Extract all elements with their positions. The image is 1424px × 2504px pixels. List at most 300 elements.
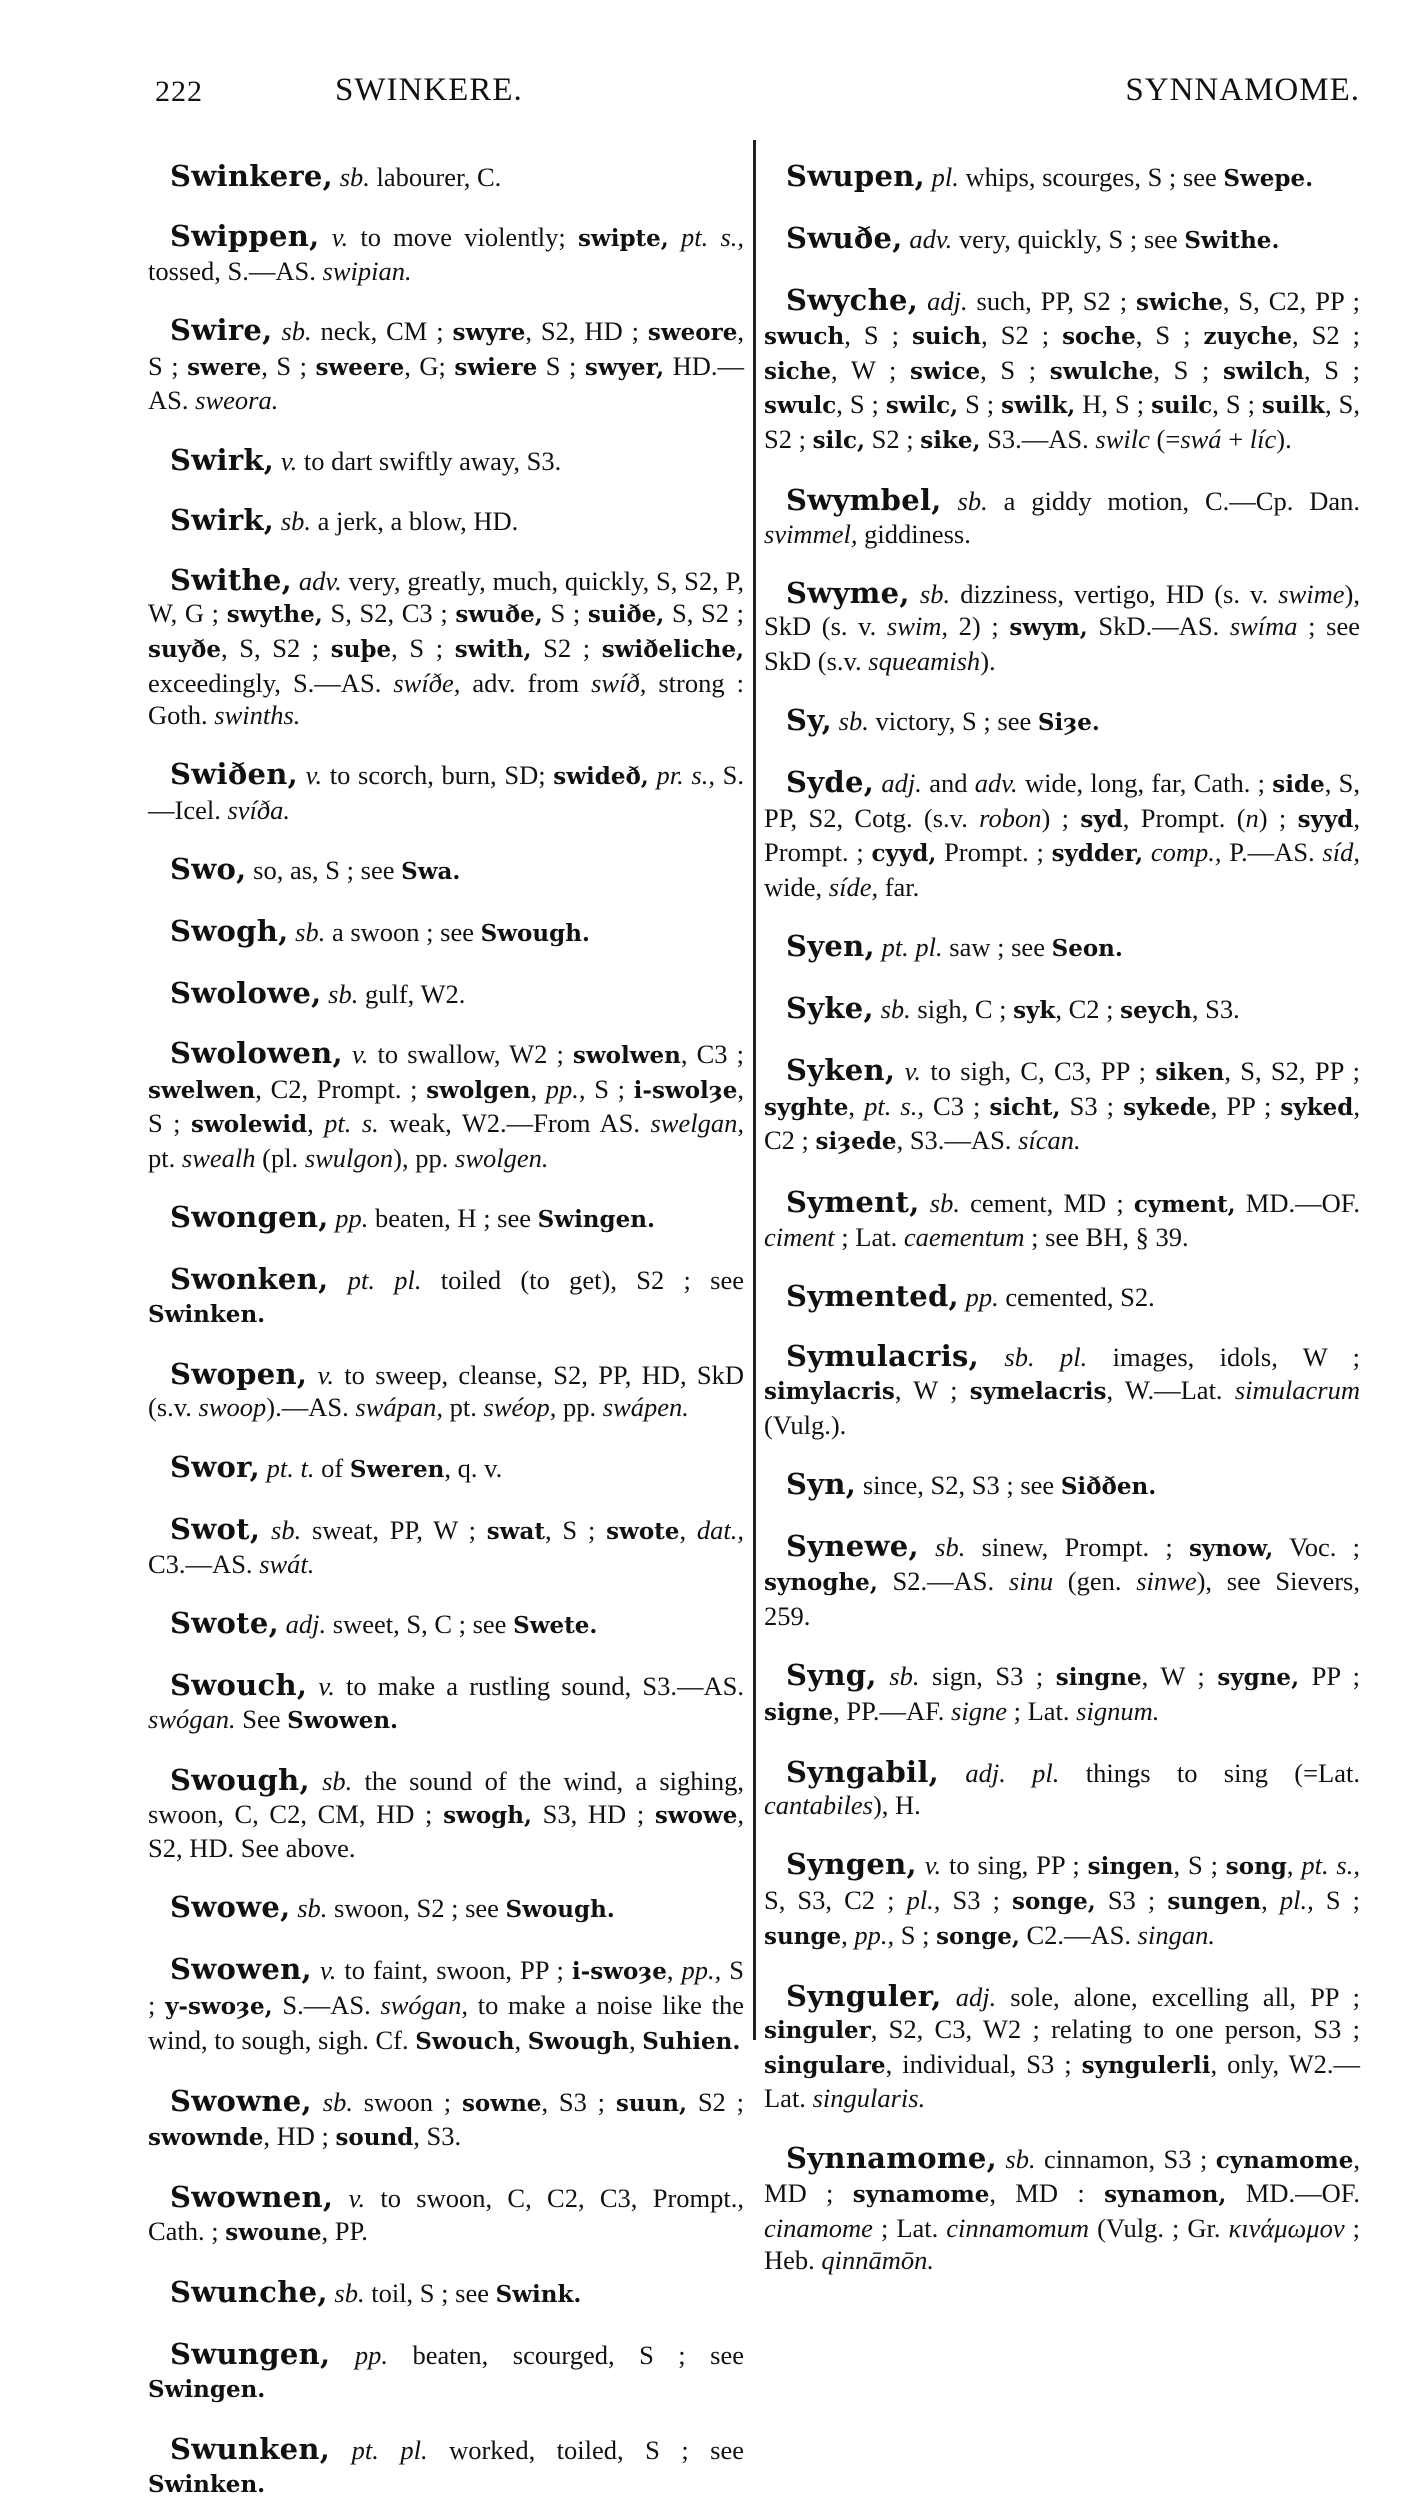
italic-text: signum. <box>1076 1695 1160 1726</box>
dictionary-entry <box>148 1037 744 1174</box>
headword: Syke, <box>786 991 874 1026</box>
definition-text: sweat, PP, W ; <box>301 1514 487 1545</box>
italic-text: pp. <box>958 1282 999 1313</box>
variant-form: side <box>1272 771 1325 799</box>
definition-text: , S ; <box>148 316 744 381</box>
variant-form: swipte, <box>577 224 669 252</box>
definition-text: , HD ; <box>263 2121 336 2152</box>
definition-text: giddiness. <box>857 518 971 549</box>
dictionary-entry <box>764 992 1360 1028</box>
variant-form: syk <box>1013 997 1056 1025</box>
variant-form: soche <box>1062 323 1136 351</box>
dictionary-entry <box>764 1848 1360 1953</box>
italic-text: sb. <box>309 1766 353 1797</box>
italic-text: swinths. <box>214 700 301 731</box>
italic-text: pl., <box>1279 1884 1314 1915</box>
definition-text: , C2, Prompt. ; <box>255 1073 427 1104</box>
headword: Swough, <box>170 1763 310 1798</box>
definition-text: , MD ; <box>764 2143 1360 2209</box>
italic-text: swelgan, <box>650 1108 744 1139</box>
dictionary-entry <box>148 444 744 478</box>
headword: Swowe, <box>170 1890 291 1925</box>
variant-form: singen <box>1087 1853 1174 1881</box>
italic-text: robon <box>979 802 1042 833</box>
variant-form: y-swoȝe, <box>165 1993 273 2021</box>
dictionary-entry <box>148 2433 744 2501</box>
definition-text: ; Lat. <box>834 1222 904 1253</box>
page-number: 222 <box>155 75 203 108</box>
definition-text: SkD.—AS. <box>1087 611 1230 642</box>
variant-form: singne <box>1055 1664 1142 1691</box>
headword: Swote, <box>170 1606 279 1641</box>
definition-text: beaten, scourged, S ; see <box>388 2340 744 2371</box>
headword: Swithe, <box>170 562 293 597</box>
dictionary-entry <box>148 853 744 889</box>
italic-text: adj. <box>279 1609 327 1640</box>
definition-text: dizziness, vertigo, HD (s. v. <box>950 578 1279 609</box>
headword: Syn, <box>786 1466 857 1501</box>
italic-text: sb. <box>876 1661 920 1691</box>
definition-text: ). <box>980 646 996 677</box>
definition-text: S2 ; <box>865 424 921 455</box>
definition-text: the sound of the wind, a sighing, swoon, C, C2, CM, HD ; <box>148 1766 744 1829</box>
variant-form: siken <box>1155 1059 1225 1087</box>
italic-text: swoop <box>198 1392 267 1423</box>
left-column <box>148 133 744 2504</box>
dictionary-entry <box>148 1513 744 1581</box>
headword: Syngen, <box>786 1847 917 1882</box>
definition-text: PP ; <box>1299 1661 1361 1691</box>
definition-text: of <box>314 1452 350 1483</box>
dictionary-entry <box>148 1953 744 2058</box>
variant-form: synamome <box>852 2181 990 2209</box>
italic-text: swát. <box>259 1549 315 1580</box>
headword: Swo, <box>170 851 247 886</box>
italic-text: singan. <box>1137 1919 1215 1950</box>
variant-form: swolwen <box>572 1042 681 1070</box>
definition-text: C2.—AS. <box>1019 1919 1138 1950</box>
variant-form: swyre <box>452 319 526 347</box>
dictionary-entry <box>148 314 744 417</box>
dictionary-entry <box>148 758 744 826</box>
definition-text: sigh, C ; <box>910 994 1014 1025</box>
dictionary-entry <box>764 222 1360 258</box>
definition-text: + <box>1221 424 1250 455</box>
variant-form: zuyche <box>1203 323 1293 351</box>
headword: Symulacris, <box>786 1339 980 1374</box>
variant-form: swulche <box>1049 357 1154 385</box>
variant-form: i-swolȝe <box>633 1076 738 1104</box>
dictionary-entry <box>148 2181 744 2249</box>
variant-form: i-swoȝe <box>571 1958 667 1986</box>
definition-text: Prompt. ; <box>936 837 1052 868</box>
headword: Swunken, <box>170 2431 331 2466</box>
italic-text: swíma <box>1229 611 1298 642</box>
variant-form: Swouch <box>415 2027 515 2055</box>
italic-text: sb. <box>288 917 326 947</box>
dictionary-entry <box>764 1468 1360 1504</box>
right-column <box>764 133 1360 2280</box>
variant-form: suyðe <box>148 635 222 663</box>
definition-text: , <box>666 1955 682 1986</box>
italic-text: pt. s., <box>1301 1850 1360 1881</box>
dictionary-entry <box>764 930 1360 966</box>
definition-text: neck, CM ; <box>311 316 453 347</box>
headword: Swownen, <box>170 2180 334 2215</box>
definition-text: , S ; <box>844 320 912 351</box>
italic-text: swíðe, <box>393 667 461 698</box>
italic-text: pl., <box>906 1884 941 1915</box>
italic-text: v. <box>311 1955 337 1986</box>
variant-form: syyd <box>1297 805 1354 833</box>
variant-form: singuler <box>764 2017 871 2045</box>
definition-text: adv. from <box>460 667 592 698</box>
variant-form: siche <box>764 357 832 385</box>
variant-form: suilk <box>1261 392 1325 420</box>
definition-text: weak, W2.—From AS. <box>378 1108 651 1139</box>
variant-form: swoune <box>225 2219 322 2247</box>
definition-text: very, greatly, much, quickly, S, S2, P, W, G ; <box>148 565 744 629</box>
definition-text: ), SkD (s. v. <box>764 578 1360 642</box>
variant-form: Swingen. <box>148 2375 266 2403</box>
definition-text: See <box>235 1704 288 1734</box>
definition-text: pt. <box>148 1142 182 1173</box>
italic-text: svíða. <box>227 794 291 825</box>
italic-text: pt. pl. <box>874 932 943 963</box>
italic-text: sb. <box>333 161 370 192</box>
definition-text: beaten, H ; see <box>368 1203 538 1234</box>
dictionary-entry <box>764 1530 1360 1633</box>
variant-form: sound <box>335 2124 414 2152</box>
headword: Swongen, <box>170 1200 329 1235</box>
definition-text: , PP. <box>321 2216 368 2247</box>
headword: Swiðen, <box>170 757 298 792</box>
definition-text: to move violently; <box>348 221 578 252</box>
variant-form: silc, <box>812 427 866 455</box>
variant-form: songe, <box>1012 1887 1096 1915</box>
definition-text: S2 ; <box>531 632 602 663</box>
definition-text: S3 ; <box>1095 1884 1168 1915</box>
italic-text: singularis. <box>812 2083 926 2114</box>
variant-form: swuch <box>764 323 845 351</box>
definition-text: cinnamon, S3 ; <box>1035 2143 1216 2174</box>
headword: Swungen, <box>170 2337 331 2372</box>
italic-text: cinnamomum <box>946 2212 1090 2243</box>
variant-form: swiere <box>454 353 538 381</box>
definition-text: 2) ; <box>948 611 1010 642</box>
definition-text: Voc. ; <box>1273 1531 1360 1562</box>
italic-text: swulgon <box>304 1142 394 1173</box>
definition-text: pp. <box>556 1392 603 1423</box>
definition-text: ), see Sievers, 259. <box>764 1566 1360 1631</box>
italic-text: swilc <box>1095 424 1150 455</box>
variant-form: swilc, <box>885 392 959 420</box>
dictionary-entry <box>148 1607 744 1643</box>
italic-text: cinamome <box>764 2212 873 2243</box>
variant-form: syd <box>1080 805 1123 833</box>
dictionary-entry <box>148 504 744 538</box>
definition-text: ; see SkD (s.v. <box>764 611 1361 677</box>
headword: Swirk, <box>170 442 275 477</box>
variant-form: suich <box>911 323 982 351</box>
definition-text: , MD : <box>989 2178 1105 2209</box>
definition-text: , S ; <box>1212 389 1262 420</box>
definition-text: , S2, HD. See above. <box>148 1798 744 1864</box>
definition-text: P.—AS. <box>1221 837 1323 868</box>
variant-form: sowne <box>461 2089 542 2117</box>
definition-text: , S ; <box>1303 354 1360 385</box>
variant-form: Sweren <box>349 1455 445 1483</box>
definition-text: , W.—Lat. <box>1106 1374 1235 1405</box>
italic-text: sb. pl. <box>979 1342 1088 1373</box>
definition-text: S3 ; <box>1060 1090 1124 1121</box>
italic-text: signe <box>951 1695 1007 1726</box>
italic-text: simulacrum <box>1234 1374 1360 1405</box>
italic-text: pr. s., <box>648 760 715 791</box>
variant-form: swice <box>910 357 981 385</box>
definition-text: , S ; <box>1135 320 1204 351</box>
italic-text: pt. s. <box>324 1108 379 1139</box>
italic-text: sb. <box>311 2086 353 2117</box>
definition-text: sweet, S, C ; see <box>326 1609 514 1640</box>
definition-text: S ; <box>148 1955 745 2021</box>
definition-text: to dart swiftly away, S3. <box>297 445 562 476</box>
definition-text: to make a noise like the wind, to sough, sigh. Cf. <box>148 1990 744 2055</box>
variant-form: Swink. <box>495 2281 582 2309</box>
definition-text: cement, MD ; <box>959 1187 1134 1218</box>
definition-text: a jerk, a blow, HD. <box>311 505 519 536</box>
italic-text: v. <box>274 445 298 476</box>
variant-form: cyyd, <box>871 840 937 868</box>
headword: Swyche, <box>786 282 919 317</box>
variant-form: sydder, <box>1051 840 1144 868</box>
definition-text: , S, S2, PP ; <box>1224 1056 1360 1087</box>
definition-text: , G; <box>404 350 455 381</box>
definition-text: , S ; <box>148 1073 745 1139</box>
definition-text: (gen. <box>1053 1566 1137 1597</box>
definition-text: to sweep, cleanse, S2, PP, HD, SkD (s.v. <box>148 1359 744 1423</box>
italic-text: adj. <box>941 1981 997 2012</box>
headword: Swolowe, <box>170 976 322 1011</box>
definition-text: , <box>514 2024 528 2055</box>
headword: Syngabil, <box>786 1754 940 1789</box>
italic-text: pp., <box>854 1919 895 1950</box>
definition-text: S3.—AS. <box>980 424 1096 455</box>
italic-text: sb. <box>327 2278 365 2309</box>
definition-text: , W ; <box>831 354 911 385</box>
definition-text: (Vulg.). <box>764 1409 847 1440</box>
variant-form: swith, <box>454 635 532 663</box>
variant-form: simylacris <box>764 1377 895 1405</box>
definition-text: ).—AS. <box>266 1392 356 1423</box>
variant-form: sicht, <box>989 1093 1061 1121</box>
variant-form: swiche <box>1136 288 1223 316</box>
variant-form: swilch <box>1223 357 1304 385</box>
italic-text: swéop, <box>483 1392 557 1423</box>
variant-form: sweore <box>647 319 738 347</box>
definition-text: things to sing (=Lat. <box>1059 1757 1360 1788</box>
italic-text: swim, <box>886 611 949 642</box>
italic-text: sb. <box>321 979 359 1010</box>
italic-text: pp., <box>545 1073 586 1104</box>
italic-text: sb. <box>873 994 911 1025</box>
definition-text: , PP.—AF. <box>833 1695 952 1726</box>
headword: Swupen, <box>786 158 926 193</box>
headword: Swinkere, <box>170 158 334 193</box>
definition-text: MD.—OF. <box>1235 1187 1360 1218</box>
definition-text: S3 ; <box>940 1884 1013 1915</box>
italic-text: sweora. <box>195 385 279 416</box>
italic-text: sb. <box>918 1531 966 1562</box>
headword: Swunche, <box>170 2275 328 2310</box>
variant-form: swuðe, <box>455 601 543 629</box>
variant-form: synoghe, <box>764 1569 878 1597</box>
definition-text: , S ; <box>1153 354 1224 385</box>
variant-form: swownde <box>148 2124 264 2152</box>
variant-form: swilk, <box>1001 392 1076 420</box>
italic-text: swápan, <box>355 1392 443 1423</box>
definition-text: ; Lat. <box>872 2212 947 2243</box>
definition-text: to faint, swoon, PP ; <box>336 1955 572 1986</box>
variant-form: swogh, <box>443 1801 532 1829</box>
italic-text: adv. <box>902 223 953 254</box>
italic-text: sb. <box>941 486 988 517</box>
italic-text: v. <box>342 1039 369 1070</box>
variant-form: suun, <box>615 2089 687 2117</box>
variant-form: Suhien. <box>642 2027 741 2055</box>
italic-text: swápen. <box>602 1392 689 1423</box>
definition-text: HD.—AS. <box>148 350 744 416</box>
definition-text: (= <box>1149 424 1181 455</box>
dictionary-entry <box>148 2338 744 2406</box>
definition-text: H, S ; <box>1075 389 1152 420</box>
italic-text: v. <box>895 1056 922 1087</box>
variant-form: signe <box>764 1698 834 1726</box>
italic-text: sb. <box>997 2143 1036 2174</box>
variant-form: suþe <box>330 635 392 663</box>
dictionary-entry <box>764 577 1360 678</box>
definition-text: , S ; <box>980 354 1050 385</box>
italic-text: sinu <box>1008 1566 1054 1597</box>
variant-form: Swinken. <box>148 1300 266 1328</box>
dictionary-entry <box>764 1980 1360 2115</box>
definition-text: , S ; <box>836 389 886 420</box>
definition-text: to swoon, C, C2, C3, Prompt., Cath. ; <box>148 2183 744 2247</box>
variant-form: songe, <box>936 1922 1020 1950</box>
definition-text: to sigh, C, C3, PP ; <box>921 1056 1156 1087</box>
definition-text: , S ; <box>1173 1850 1226 1881</box>
headword: Swire, <box>170 313 273 348</box>
definition-text: ; Lat. <box>1006 1695 1077 1726</box>
definition-text: ), pp. <box>393 1142 455 1173</box>
variant-form: swyer, <box>584 353 665 381</box>
variant-form: swote <box>606 1517 680 1545</box>
definition-text: S ; <box>958 389 1002 420</box>
definition-text: , S2 ; <box>1292 320 1360 351</box>
dictionary-entry <box>148 977 744 1011</box>
dictionary-entry <box>148 2085 744 2155</box>
definition-text: , S, S2 ; <box>764 389 1360 455</box>
definition-text: S, S2 ; <box>664 598 744 629</box>
headword: Syken, <box>786 1053 896 1088</box>
italic-text: sb. <box>919 1187 960 1218</box>
definition-text: S ; <box>894 1919 937 1950</box>
variant-form: sunge <box>764 1922 842 1950</box>
definition-text: cemented, S2. <box>998 1282 1155 1313</box>
dictionary-entry <box>148 160 744 194</box>
variant-form: synow, <box>1188 1534 1274 1562</box>
variant-form: Siððen. <box>1060 1472 1157 1500</box>
definition-text: , S ; <box>545 1514 607 1545</box>
headword: Sy, <box>786 703 833 738</box>
definition-text: since, S2, S3 ; see <box>856 1469 1061 1500</box>
variant-form: sygne, <box>1217 1664 1300 1691</box>
italic-text: κινάμωμον <box>1228 2212 1345 2243</box>
definition-text: very, quickly, S ; see <box>952 223 1185 254</box>
definition-text: , <box>1286 1850 1302 1881</box>
definition-text: , C2 ; <box>1055 994 1121 1025</box>
dictionary-entry <box>148 1669 744 1737</box>
italic-text: pt. pl. <box>328 1265 422 1296</box>
definition-text: , PP ; <box>1210 1090 1281 1121</box>
italic-text: sinwe <box>1136 1566 1197 1597</box>
italic-text: sícan. <box>1018 1125 1081 1156</box>
definition-text: , individual, S3 ; <box>885 2048 1082 2079</box>
dictionary-entry <box>764 160 1360 196</box>
variant-form: Swough. <box>505 1896 615 1924</box>
dictionary-entry <box>148 564 744 732</box>
running-header <box>150 72 1360 116</box>
definition-text: far. <box>878 872 920 902</box>
headword: Swouch, <box>170 1668 308 1703</box>
variant-form: swym, <box>1009 614 1088 642</box>
definition-text: whips, scourges, S ; see <box>958 161 1224 192</box>
variant-form: cyment, <box>1133 1190 1236 1218</box>
italic-text: v. <box>333 2183 366 2214</box>
dictionary-entry <box>148 915 744 951</box>
right-guide-word: SYNNAMOME. <box>1125 72 1360 108</box>
definition-text: , S, S2 ; <box>221 632 331 663</box>
definition-text: , <box>848 1090 865 1121</box>
italic-text: adj. pl. <box>939 1757 1060 1788</box>
variant-form: swythe, <box>226 601 323 629</box>
dictionary-entry <box>764 1340 1360 1441</box>
variant-form: suilc <box>1151 392 1213 420</box>
definition-text: , S3.—AS. <box>896 1125 1019 1156</box>
italic-text: comp., <box>1143 837 1222 868</box>
headword: Symented, <box>786 1279 959 1314</box>
italic-text: swá <box>1180 424 1222 455</box>
italic-text: sb. <box>832 706 869 737</box>
variant-form: Swough. <box>480 920 590 947</box>
headword: Synguler, <box>786 1978 942 2013</box>
italic-text: sb. <box>260 1514 302 1545</box>
italic-text: qinnāmōn. <box>821 2245 935 2276</box>
headword: Swippen, <box>170 218 320 253</box>
italic-text: swolgen. <box>455 1142 549 1173</box>
headword: Syen, <box>786 929 875 964</box>
definition-text: a giddy motion, C.—Cp. Dan. <box>987 486 1360 517</box>
definition-text: to scorch, burn, SD; <box>322 760 554 791</box>
variant-form: Swithe. <box>1184 226 1280 254</box>
definition-text: S2 ; <box>687 2086 744 2117</box>
variant-form: syngulerli <box>1081 2051 1211 2079</box>
definition-text: (pl. <box>255 1142 305 1173</box>
variant-form: sungen <box>1167 1887 1262 1915</box>
italic-text: sb. <box>290 1893 328 1924</box>
headword: Swyme, <box>786 575 910 610</box>
definition-text: saw ; see <box>942 932 1052 963</box>
